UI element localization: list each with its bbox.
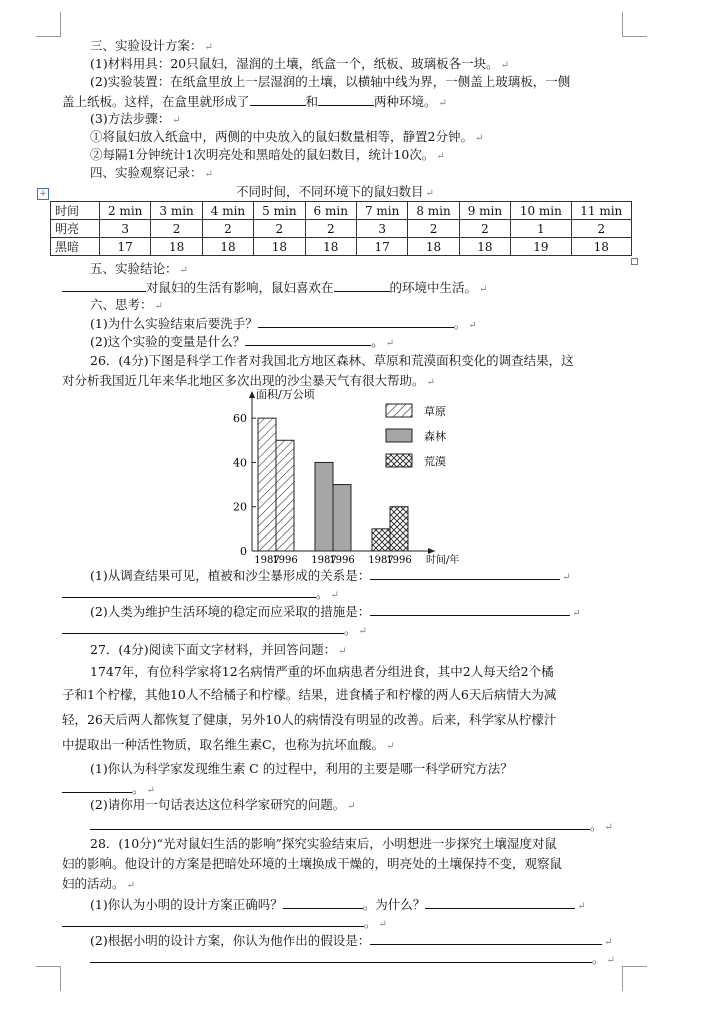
section5-title: 五、实验结论： ↵ bbox=[90, 261, 188, 276]
section6-q1: (1)为什么实验结束后要洗手？ 。 ↵ bbox=[90, 316, 477, 331]
x-axis-title: 时间/年 bbox=[426, 555, 460, 566]
answer-blank[interactable] bbox=[370, 603, 570, 616]
table-cell: 黑暗 bbox=[51, 238, 100, 256]
q26-sub2-cont: 。 ↵ bbox=[62, 621, 367, 640]
q28-sub2: (2)根据小明的设计方案，你认为他作出的假设是： ↵ bbox=[90, 933, 613, 948]
table-cell: 明亮 bbox=[51, 220, 100, 238]
q26-sub1: (1)从调查结果可见，植被和沙尘暴形成的关系是： ↵ bbox=[90, 568, 571, 583]
answer-blank[interactable] bbox=[370, 932, 602, 945]
bar-2-1 bbox=[390, 507, 408, 551]
table-cell: 2 bbox=[305, 220, 356, 238]
crop-mark-top-right bbox=[622, 12, 647, 37]
answer-blank[interactable] bbox=[283, 896, 363, 909]
q28-line3: 妇的活动。 ↵ bbox=[62, 876, 135, 891]
table-cell: 18 bbox=[571, 238, 631, 256]
q28-sub1-cont: 。 ↵ bbox=[62, 914, 387, 933]
answer-blank[interactable] bbox=[318, 93, 374, 106]
table-header-cell: 6 min bbox=[305, 202, 356, 220]
table-cell: 18 bbox=[254, 238, 305, 256]
table-caption: 不同时间，不同环境下的鼠妇数目 ↵ bbox=[236, 184, 434, 199]
q28-sub1: (1)你认为小明的设计方案正确吗？ 。为什么？ ↵ bbox=[90, 897, 586, 912]
bar-0-1 bbox=[276, 440, 294, 551]
q26-line1: 26．(4分)下图是科学工作者对我国北方地区森林、草原和荒漠面积变化的调查结果，这 bbox=[90, 353, 574, 368]
table-header-cell: 3 min bbox=[151, 202, 202, 220]
section3-step1: ①将鼠妇放入纸盒中，两侧的中央放入的鼠妇数量相等，静置2分钟。 ↵ bbox=[90, 129, 484, 144]
legend-label: 森林 bbox=[424, 430, 446, 443]
vegetation-area-chart bbox=[220, 386, 510, 570]
q26-line2: 对分析我国近几年来华北地区多次出现的沙尘暴天气有很大帮助。 ↵ bbox=[62, 373, 435, 388]
y-tick-label: 20 bbox=[233, 500, 247, 514]
answer-blank[interactable] bbox=[334, 279, 390, 292]
table-header-cell: 10 min bbox=[511, 202, 571, 220]
q26-sub2: (2)人类为维护生活环境的稳定而应采取的措施是： ↵ bbox=[90, 604, 581, 619]
crop-mark-top-left bbox=[36, 12, 61, 37]
section3-device-line2: 盖上纸板。这样，在盒里就形成了 和 两种环境。 ↵ bbox=[62, 94, 447, 109]
legend-swatch bbox=[386, 429, 412, 442]
crop-mark-bottom-right bbox=[622, 966, 647, 991]
section6-title: 六、思考： ↵ bbox=[90, 297, 163, 312]
answer-blank[interactable] bbox=[62, 914, 364, 927]
table-row-bright bbox=[51, 220, 632, 238]
table-header-cell: 7 min bbox=[356, 202, 407, 220]
observation-table bbox=[50, 201, 632, 256]
table-cell: 2 bbox=[459, 220, 510, 238]
legend-label: 荒漠 bbox=[424, 455, 446, 468]
section3-step2: ②每隔1分钟统计1次明亮处和黑暗处的鼠妇数目，统计10次。 ↵ bbox=[90, 147, 445, 162]
table-cell: 3 bbox=[100, 220, 151, 238]
table-cell: 17 bbox=[356, 238, 407, 256]
table-row-dark bbox=[51, 238, 632, 256]
answer-blank[interactable] bbox=[425, 896, 575, 909]
table-header-cell: 11 min bbox=[571, 202, 631, 220]
q27-sub2-answer: 。 ↵ bbox=[90, 817, 613, 836]
table-cell: 18 bbox=[408, 238, 459, 256]
answer-blank[interactable] bbox=[258, 315, 454, 328]
bar-1-0 bbox=[315, 462, 333, 551]
table-header-cell: 时间 bbox=[51, 202, 100, 220]
q27-paragraph-line: 中提取出一种活性物质，取名维生素C，也称为抗坏血酸。 ↵ bbox=[62, 737, 395, 752]
y-tick-label: 0 bbox=[240, 545, 247, 558]
section4-title: 四、实验观察记录： ↵ bbox=[90, 165, 213, 180]
x-tick-label: 1996 bbox=[386, 555, 412, 566]
x-axis-arrow bbox=[428, 548, 435, 554]
x-tick-label: 1987 bbox=[368, 555, 394, 566]
legend-swatch bbox=[386, 454, 412, 467]
table-cell: 17 bbox=[100, 238, 151, 256]
crop-mark-bottom-left bbox=[36, 966, 61, 991]
bar-0-0 bbox=[258, 418, 276, 551]
y-axis-arrow bbox=[249, 391, 255, 398]
section3-device-line1: (2)实验装置：在纸盒里放上一层湿润的土壤，以横轴中线为界，一侧盖上玻璃板，一侧 bbox=[90, 74, 571, 89]
table-cell: 18 bbox=[202, 238, 253, 256]
answer-blank[interactable] bbox=[250, 93, 306, 106]
table-cell: 2 bbox=[254, 220, 305, 238]
answer-blank[interactable] bbox=[62, 780, 132, 793]
table-cell: 2 bbox=[571, 220, 631, 238]
q28-line2: 妇的影响。他设计的方案是把暗处环境的土壤换成干燥的，明亮处的土壤保持不变，观察鼠 bbox=[62, 856, 563, 871]
answer-blank[interactable] bbox=[62, 279, 146, 292]
answer-blank[interactable] bbox=[245, 333, 371, 346]
x-tick-label: 1996 bbox=[272, 555, 298, 566]
q27-sub2: (2)请你用一句话表达这位科学家研究的问题。 ↵ bbox=[90, 797, 356, 812]
answer-blank[interactable] bbox=[90, 950, 592, 963]
q27-paragraph-line: 子和1个柠檬，其他10人不给橘子和柠檬。结果，进食橘子和柠檬的两人6天后病情大为减 bbox=[62, 687, 557, 702]
y-tick-label: 60 bbox=[233, 412, 247, 426]
table-header-cell: 9 min bbox=[459, 202, 510, 220]
x-tick-label: 1996 bbox=[329, 555, 355, 566]
bar-1-1 bbox=[333, 485, 351, 551]
table-cell: 19 bbox=[511, 238, 571, 256]
answer-blank[interactable] bbox=[90, 817, 590, 830]
table-cell: 18 bbox=[459, 238, 510, 256]
answer-blank[interactable] bbox=[370, 567, 560, 580]
table-cell: 2 bbox=[408, 220, 459, 238]
table-resize-handle[interactable] bbox=[631, 258, 638, 265]
table-header-cell: 2 min bbox=[100, 202, 151, 220]
table-header-row bbox=[51, 202, 632, 220]
answer-blank[interactable] bbox=[62, 621, 344, 634]
legend-label: 草原 bbox=[424, 405, 446, 418]
bar-2-0 bbox=[372, 529, 390, 551]
table-cell: 2 bbox=[151, 220, 202, 238]
section6-q2: (2)这个实验的变量是什么？ 。 ↵ bbox=[90, 334, 395, 349]
y-axis-title: 面积/万公顷 bbox=[256, 388, 315, 401]
q27-paragraph-line: 轻，26天后两人都恢复了健康，另外10人的病情没有明显的改善。后来，科学家从柠檬汁 bbox=[62, 712, 557, 727]
chart-legend bbox=[386, 404, 446, 468]
q28-line1: 28．(10分)“光对鼠妇生活的影响”探究实验结束后，小明想进一步探究土壤湿度对鼠 bbox=[90, 836, 557, 851]
table-header-cell: 5 min bbox=[254, 202, 305, 220]
x-tick-label: 1987 bbox=[311, 555, 337, 566]
q27-sub1: (1)你认为科学家发现维生素 C 的过程中，利用的主要是哪一科学研究方法？ bbox=[90, 761, 513, 776]
q27-paragraph-line: 1747年，有位科学家将12名病情严重的坏血病患者分组进食，其中2人每天给2个橘 bbox=[90, 664, 554, 679]
section3-title: 三、实验设计方案： ↵ bbox=[90, 38, 213, 53]
table-cell: 18 bbox=[305, 238, 356, 256]
y-tick-label: 40 bbox=[233, 456, 247, 470]
section3-materials: (1)材料用具：20只鼠妇，湿润的土壤，纸盒一个，纸板、玻璃板各一块。 ↵ bbox=[90, 56, 510, 71]
table-cell: 3 bbox=[356, 220, 407, 238]
section5-conclusion: 对鼠妇的生活有影响，鼠妇喜欢在 的环境中生活。 ↵ bbox=[62, 279, 487, 298]
q26-sub1-cont: 。 ↵ bbox=[62, 585, 339, 604]
q28-sub2-cont: 。 ↵ bbox=[90, 950, 615, 969]
table-header-cell: 8 min bbox=[408, 202, 459, 220]
answer-blank[interactable] bbox=[62, 585, 316, 598]
x-tick-label: 1987 bbox=[254, 555, 280, 566]
legend-swatch bbox=[386, 404, 412, 417]
table-header-cell: 4 min bbox=[202, 202, 253, 220]
table-cell: 2 bbox=[202, 220, 253, 238]
table-move-handle-icon[interactable]: + bbox=[37, 188, 49, 200]
q27-title: 27．(4分)阅读下面文字材料，并回答问题： ↵ bbox=[90, 642, 347, 657]
q27-sub1-answer: 。 ↵ bbox=[62, 780, 155, 799]
table-cell: 1 bbox=[511, 220, 571, 238]
table-cell: 18 bbox=[151, 238, 202, 256]
section3-method-title: (3)方法步骤： ↵ bbox=[90, 111, 181, 126]
